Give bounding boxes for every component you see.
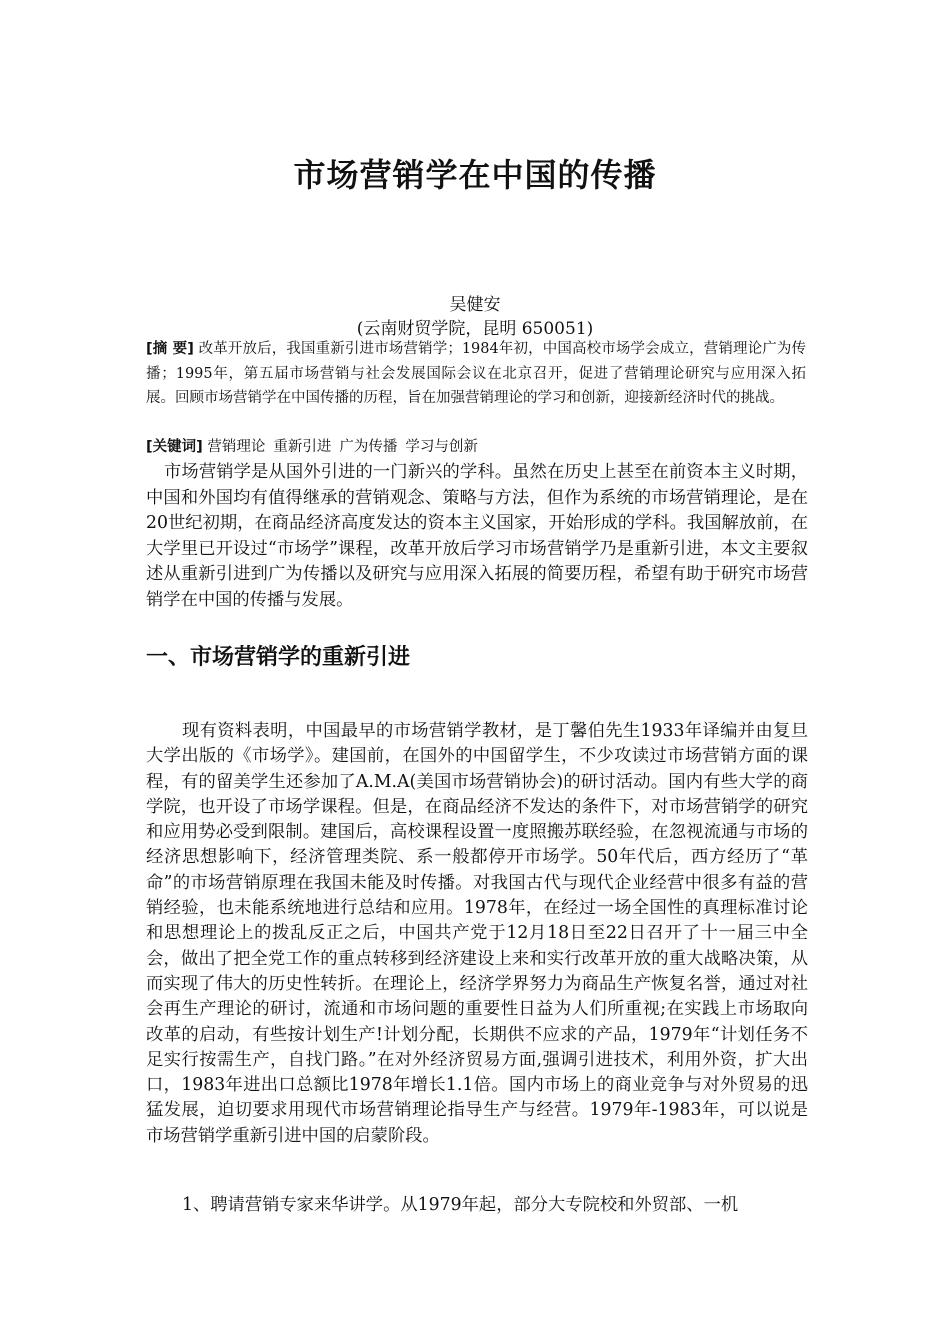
keyword-item: 学习与创新 bbox=[405, 439, 478, 455]
keywords-label: [关键词] bbox=[146, 439, 203, 455]
keyword-item: 重新引进 bbox=[273, 439, 332, 455]
abstract bbox=[146, 337, 806, 411]
document-title: 市场营销学在中国的传播 bbox=[293, 156, 657, 194]
keywords bbox=[146, 435, 806, 459]
body-paragraph: 现有资料表明，中国最早的市场营销学教材，是丁馨伯先生1933年译编并由复旦大学出版的《市场学》。建国前，在国外的中国留学生，不少攻读过市场营销方面的课程，有的留美学生还参加了A.M.A(美国市场营销协会)的研讨活动。国内有些大学的商学院，也开设了市场学课程。但是，在商品经济不发达的条件下，对市场营销学的研究和应用势必受到限制。建国后，高校课程设置一度照搬苏联经验，在忽视流通与市场的经济思想影响下，经济管理类院、系一般都停开市场学。50年代后，西方经历了“革命”的市场营销原理在我国未能及时传播。对我国古代与现代企业经营中很多有益的营销经验，也未能系统地进行总结和应用。1978年，在经过一场全国性的真理标准讨论和思想理论上的拨乱反正之后，中国共产党于12月18日至22日召开了十一届三中全会，做出了把全党工作的重点转移到经济建设上来和实行改革开放的重大战略决策，从而实现了伟大的历史性转折。在理论上，经济学界努力为商品生产恢复名誉，通过对社会再生产理论的研讨，流通和市场问题的重要性日益为人们所重视;在实践上市场取向改革的启动，有些按计划生产!计划分配，长期供不应求的产品，1979年“计划任务不足实行按需生产，自找门路。”在对外经济贸易方面,强调引进技术，利用外资，扩大出口，1983年进出口总额比1978年增长1.1倍。国内市场上的商业竞争与对外贸易的迅猛发展，迫切要求用现代市场营销理论指导生产与经营。1979年-1983年，可以说是市场营销学重新引进中国的启蒙阶段。 bbox=[146, 721, 808, 1146]
author-name: 吴健安 bbox=[449, 295, 501, 315]
abstract-label: [摘 要] bbox=[146, 341, 194, 357]
intro-paragraph: 市场营销学是从国外引进的一门新兴的学科。虽然在历史上甚至在前资本主义时期，中国和外国均有值得继承的营销观念、策略与方法，但作为系统的市场营销理论，是在20世纪初期，在商品经济高度发达的资本主义国家，开始形成的学科。我国解放前，在大学里已开设过“市场学”课程，改革开放后学习市场营销学乃是重新引进，本文主要叙述从重新引进到广为传播以及研究与应用深入拓展的简要历程，希望有助于研究市场营销学在中国的传播与发展。 bbox=[146, 462, 808, 610]
abstract-text: 改革开放后，我国重新引进市场营销学；1984年初，中国高校市场学会成立，营销理论广为传播；1995年，第五届市场营销与社会发展国际会议在北京召开，促进了营销理论研究与应用深入拓展。回顾市场营销学在中国传播的历程，旨在加强营销理论的学习和创新，迎接新经济时代的挑战。 bbox=[146, 341, 807, 406]
author-affiliation: (云南财贸学院，昆明 650051) bbox=[356, 319, 594, 339]
section-heading: 一、市场营销学的重新引进 bbox=[146, 645, 411, 670]
body-paragraph-item: 1、聘请营销专家来华讲学。从1979年起，部分大专院校和外贸部、一机 bbox=[182, 1195, 739, 1215]
keyword-item: 营销理论 bbox=[207, 439, 266, 455]
keyword-item: 广为传播 bbox=[339, 439, 398, 455]
